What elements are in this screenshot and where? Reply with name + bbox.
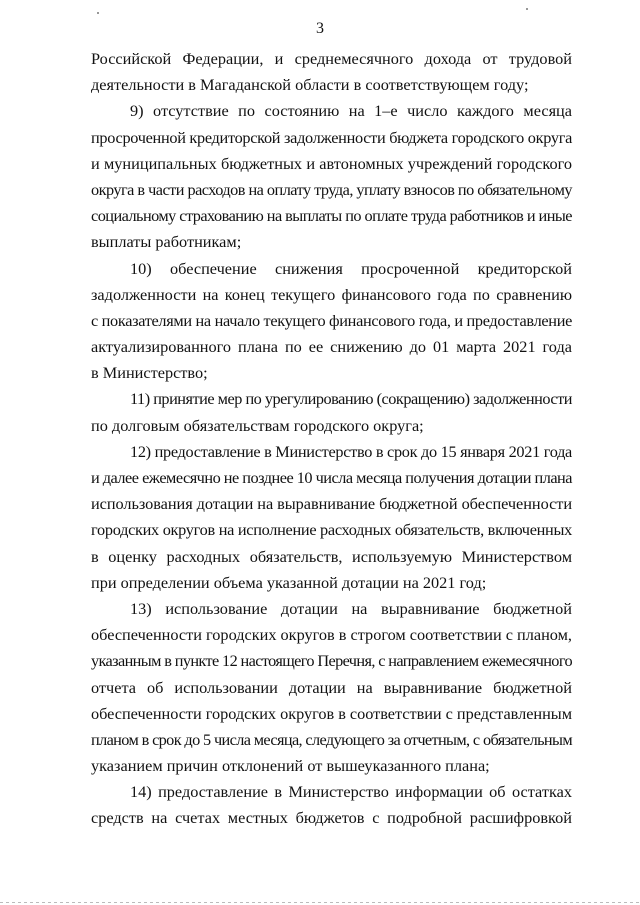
text-line: 10) обеспечение снижения просроченной кредиторской	[130, 258, 572, 278]
text-line: просроченной кредиторской задолженности бюджета городского округа	[91, 127, 573, 147]
text-line: социальному страхованию на выплаты по оплате труда работников и иные	[91, 206, 572, 226]
text-line: в Министерство;	[91, 363, 208, 383]
text-line: планом в срок до 5 числа месяца, следующего за отчетным, с обязательным	[91, 729, 572, 749]
text-line: актуализированного плана по ее снижению до 01 марта 2021 года	[91, 337, 572, 357]
page-number: 3	[316, 20, 324, 37]
text-line: 11) принятие мер по урегулированию (сокращению) задолженности	[130, 389, 572, 409]
text-line: с показателями на начало текущего финансового года, и предоставление	[91, 310, 572, 330]
text-line: в оценку расходных обязательств, используемую Министерством	[91, 546, 572, 566]
text-line: указанием причин отклонений от вышеуказанного плана;	[91, 756, 490, 776]
text-line: и далее ежемесячно не позднее 10 числа месяца получения дотации плана	[91, 468, 572, 487]
text-line: округа в части расходов на оплату труда, уплату взносов по обязательному	[91, 179, 572, 199]
text-line: задолженности на конец текущего финансового года по сравнению	[91, 284, 572, 304]
scan-speck	[97, 12, 99, 14]
scan-edge-line	[0, 902, 640, 903]
text-line: средств на счетах местных бюджетов с подробной расшифровкой	[91, 808, 572, 828]
text-line: обеспеченности городских округов в соответствии с представленным	[91, 703, 572, 723]
text-line: отчета об использовании дотации на выравнивание бюджетной	[91, 677, 572, 697]
text-line: по долговым обязательствам городского округа;	[91, 415, 424, 435]
text-line: 14) предоставление в Министерство информации об остатках	[130, 782, 572, 802]
document-body	[91, 46, 572, 832]
text-line: Российской Федерации, и среднемесячного дохода от трудовой	[91, 49, 572, 68]
text-line: 12) предоставление в Министерство в срок до 15 января 2021 года	[130, 441, 572, 461]
scan-speck	[526, 8, 528, 10]
text-line: при определении объема указанной дотации на 2021 год;	[91, 572, 487, 592]
text-line: использования дотации на выравнивание бюджетной обеспеченности	[91, 494, 572, 514]
text-line: городских округов на исполнение расходных обязательств, включенных	[91, 520, 572, 540]
text-line: обеспеченности городских округов в строгом соответствии с планом,	[91, 625, 572, 645]
text-line: указанным в пункте 12 настоящего Перечня, с направлением ежемесячного	[91, 651, 572, 671]
text-line: и муниципальных бюджетных и автономных учреждений городского	[91, 153, 572, 173]
text-line: 13) использование дотации на выравнивание бюджетной	[130, 598, 572, 618]
text-line: 9) отсутствие по состоянию на 1–е число каждого месяца	[130, 101, 572, 121]
text-line: деятельности в Магаданской области в соответствующем году;	[91, 75, 529, 95]
text-line: выплаты работникам;	[91, 232, 242, 252]
